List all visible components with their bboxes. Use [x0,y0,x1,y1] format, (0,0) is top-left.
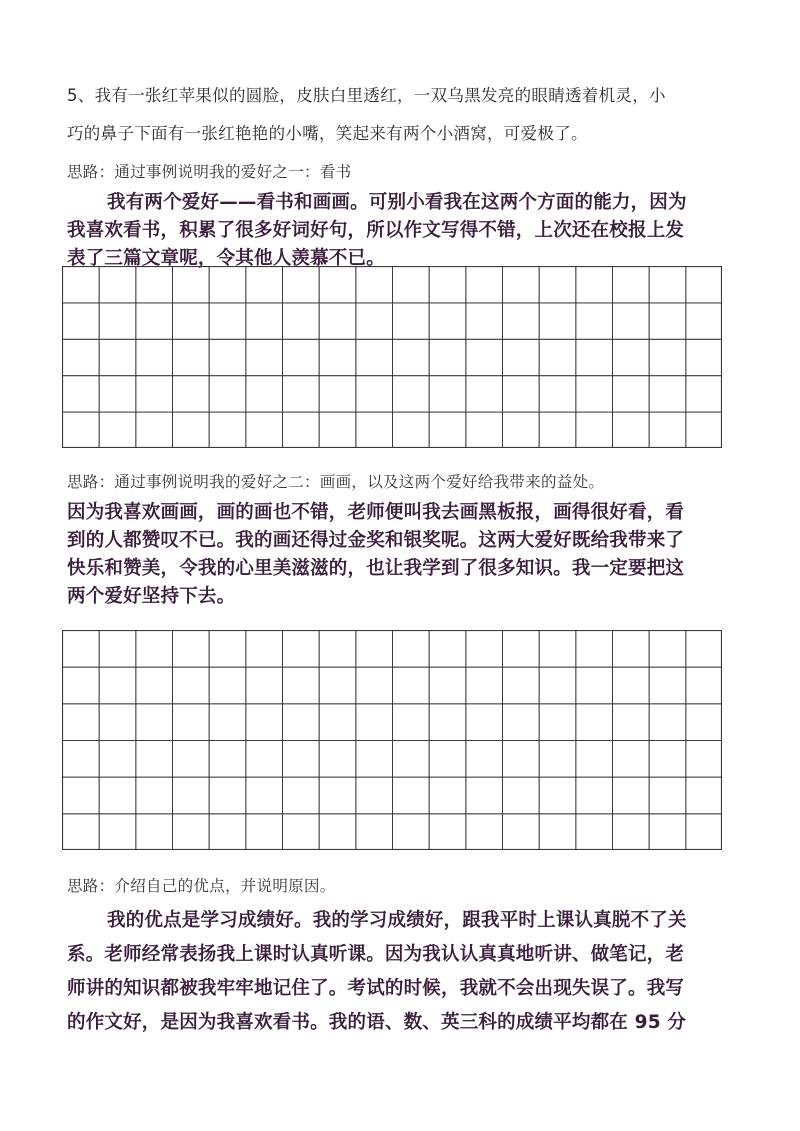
writing-grid-1-cell[interactable] [283,376,320,412]
writing-grid-2-cell[interactable] [99,814,136,850]
writing-grid-2-cell[interactable] [613,741,650,778]
writing-grid-1-cell[interactable] [649,412,686,448]
writing-grid-1-cell[interactable] [466,267,503,303]
writing-grid-2-cell[interactable] [429,704,466,741]
writing-grid-1-cell[interactable] [613,303,650,339]
writing-grid-1-cell[interactable] [649,376,686,412]
writing-grid-2-cell[interactable] [649,704,686,741]
writing-grid-1-cell[interactable] [63,303,100,339]
writing-grid-2-cell[interactable] [576,631,613,668]
section1-paragraph-line-2: 我喜欢看书，积累了很多好词好句，所以作文写得不错，上次还在校报上发 [67,220,685,241]
writing-grid-1-cell[interactable] [173,339,210,375]
writing-grid-2-cell[interactable] [539,631,576,668]
writing-grid-1-cell[interactable] [246,376,283,412]
writing-grid-1-cell[interactable] [283,339,320,375]
writing-grid-2-cell[interactable] [466,777,503,814]
writing-grid-2-cell[interactable] [393,631,430,668]
writing-grid-2-cell[interactable] [429,667,466,704]
writing-grid-1-cell[interactable] [503,412,540,448]
writing-grid-1-cell[interactable] [99,339,136,375]
writing-grid-2-cell[interactable] [63,741,100,778]
writing-grid-1-cell[interactable] [539,267,576,303]
writing-grid-1-cell[interactable] [173,412,210,448]
writing-grid-1-cell[interactable] [209,339,246,375]
writing-grid-1-cell[interactable] [539,303,576,339]
writing-grid-1-cell[interactable] [99,412,136,448]
writing-grid-2-cell[interactable] [173,704,210,741]
writing-grid-1-cell[interactable] [136,303,173,339]
writing-grid-2-cell[interactable] [99,704,136,741]
writing-grid-1-cell[interactable] [466,339,503,375]
item5-line-1: 5、我有一张红苹果似的圆脸，皮肤白里透红，一双乌黑发亮的眼睛透着机灵，小 [67,86,666,105]
writing-grid-1-cell[interactable] [246,303,283,339]
writing-grid-2-cell[interactable] [319,631,356,668]
writing-grid-2-cell[interactable] [429,741,466,778]
writing-grid-1-cell[interactable] [283,412,320,448]
writing-grid-1-cell[interactable] [246,412,283,448]
writing-grid-2-cell[interactable] [99,741,136,778]
writing-grid-1-cell[interactable] [429,267,466,303]
writing-grid-2-cell[interactable] [576,814,613,850]
writing-grid-2-cell[interactable] [209,741,246,778]
writing-grid-2-cell[interactable] [466,631,503,668]
writing-grid-2-cell[interactable] [63,631,100,668]
writing-grid-1-cell[interactable] [393,267,430,303]
writing-grid-1-cell[interactable] [136,339,173,375]
writing-grid-1-cell[interactable] [319,412,356,448]
writing-grid-1-cell[interactable] [136,267,173,303]
writing-grid-1-cell[interactable] [686,339,722,375]
section3-paragraph-line-4: 的作文好，是因为我喜欢看书。我的语、数、英三科的成绩平均都在 95 分 [67,1012,687,1033]
writing-grid-1-cell[interactable] [429,339,466,375]
writing-grid-2-cell[interactable] [649,814,686,850]
writing-grid-2-cell[interactable] [539,741,576,778]
writing-grid-1-cell[interactable] [356,267,393,303]
writing-grid-2-cell[interactable] [686,631,722,668]
writing-grid-2-cell[interactable] [393,741,430,778]
writing-grid-1-cell[interactable] [686,412,722,448]
writing-grid-1-cell[interactable] [539,376,576,412]
writing-grid-2-cell[interactable] [173,631,210,668]
writing-grid-1-cell[interactable] [649,339,686,375]
writing-grid-2-cell[interactable] [576,777,613,814]
writing-grid-1-cell[interactable] [209,267,246,303]
writing-grid-1-cell[interactable] [319,267,356,303]
writing-grid-2-cell[interactable] [686,741,722,778]
writing-grid-2-cell[interactable] [613,814,650,850]
writing-grid-2-cell[interactable] [393,704,430,741]
writing-grid-1-cell[interactable] [319,376,356,412]
section1-paragraph-line-3: 表了三篇文章呢，令其他人羡慕不已。 [67,248,385,269]
section2-paragraph-line-3: 快乐和赞美，令我的心里美滋滋的，也让我学到了很多知识。我一定要把这 [67,558,685,579]
writing-grid-2-cell[interactable] [283,814,320,850]
writing-grid-1-cell[interactable] [246,267,283,303]
writing-grid-2-cell[interactable] [539,777,576,814]
writing-grid-1-cell[interactable] [503,303,540,339]
section1-hint: 思路：通过事例说明我的爱好之一：看书 [67,163,352,181]
writing-grid-1-cell[interactable] [539,339,576,375]
writing-grid-2-cell[interactable] [649,741,686,778]
writing-grid-2-cell[interactable] [466,667,503,704]
writing-grid-2-cell[interactable] [613,777,650,814]
writing-grid-2-cells[interactable] [62,630,722,850]
writing-grid-1-cell[interactable] [649,303,686,339]
writing-grid-1-cell[interactable] [613,376,650,412]
writing-grid-1-cell[interactable] [246,339,283,375]
writing-grid-1-cell[interactable] [686,376,722,412]
writing-grid-1-cell[interactable] [283,303,320,339]
writing-grid-2-cell[interactable] [649,777,686,814]
writing-grid-1-cell[interactable] [686,267,722,303]
writing-grid-2-cell[interactable] [356,704,393,741]
writing-grid-1-cell[interactable] [466,303,503,339]
section3-paragraph-line-3: 师讲的知识都被我牢牢地记住了。考试的时候，我就不会出现失误了。我写 [67,978,685,999]
writing-grid-2-cell[interactable] [503,814,540,850]
writing-grid-2-cell[interactable] [246,814,283,850]
writing-grid-2-cell[interactable] [613,704,650,741]
writing-grid-2-cell[interactable] [539,704,576,741]
writing-grid-1-cell[interactable] [283,267,320,303]
writing-grid-1-cell[interactable] [393,303,430,339]
writing-grid-1-cell[interactable] [539,412,576,448]
writing-grid-2-cell[interactable] [356,631,393,668]
writing-grid-2-cell[interactable] [503,631,540,668]
writing-grid-2-cell[interactable] [649,667,686,704]
writing-grid-2-cell[interactable] [613,631,650,668]
writing-grid-2-cell[interactable] [356,814,393,850]
writing-grid-2-cell[interactable] [283,667,320,704]
writing-grid-1-cells[interactable] [62,266,722,448]
writing-grid-2-cell[interactable] [246,631,283,668]
writing-grid-1-cell[interactable] [99,376,136,412]
writing-grid-2-cell[interactable] [283,777,320,814]
writing-grid-2[interactable] [62,630,722,850]
writing-grid-2-cell[interactable] [63,704,100,741]
writing-grid-1-cell[interactable] [429,303,466,339]
writing-grid-2-cell[interactable] [246,741,283,778]
writing-grid-1-cell[interactable] [356,376,393,412]
writing-grid-1-cell[interactable] [649,267,686,303]
writing-grid-2-cell[interactable] [319,777,356,814]
writing-grid-2-cell[interactable] [136,777,173,814]
writing-grid-1-cell[interactable] [209,303,246,339]
writing-grid-2-cell[interactable] [356,667,393,704]
section2-paragraph-line-4: 两个爱好坚持下去。 [67,586,236,607]
writing-grid-2-cell[interactable] [99,777,136,814]
writing-grid-1-cell[interactable] [686,303,722,339]
section3-hint: 思路：介绍自己的优点，并说明原因。 [67,877,336,895]
writing-grid-1-cell[interactable] [466,412,503,448]
writing-grid-1-cell[interactable] [429,376,466,412]
writing-grid-2-cell[interactable] [99,631,136,668]
writing-grid-1-cell[interactable] [63,412,100,448]
section2-hint: 思路：通过事例说明我的爱好之二：画画，以及这两个爱好给我带来的益处。 [67,473,605,491]
writing-grid-2-cell[interactable] [356,741,393,778]
writing-grid-2-cell[interactable] [173,741,210,778]
writing-grid-1-cell[interactable] [209,376,246,412]
writing-grid-1-cell[interactable] [466,376,503,412]
writing-grid-1-cell[interactable] [209,412,246,448]
writing-grid-1-cell[interactable] [576,412,613,448]
writing-grid-2-cell[interactable] [393,814,430,850]
writing-grid-2-cell[interactable] [99,667,136,704]
writing-grid-2-cell[interactable] [209,667,246,704]
section2-paragraph-line-1: 因为我喜欢画画，画的画也不错，老师便叫我去画黑板报，画得很好看，看 [67,502,685,523]
writing-grid-1-cell[interactable] [356,412,393,448]
writing-grid-1-cell[interactable] [393,412,430,448]
section3-paragraph-line-2: 系。老师经常表扬我上课时认真听课。因为我认认真真地听讲、做笔记，老 [67,944,685,965]
writing-grid-1-cell[interactable] [429,412,466,448]
writing-grid-2-cell[interactable] [173,814,210,850]
writing-grid-2-cell[interactable] [319,741,356,778]
writing-grid-2-cell[interactable] [503,741,540,778]
writing-grid-2-cell[interactable] [209,631,246,668]
writing-grid-2-cell[interactable] [173,667,210,704]
section1-paragraph-line-1: 我有两个爱好——看书和画画。可别小看我在这两个方面的能力，因为 [107,192,687,213]
writing-grid-1-cell[interactable] [503,376,540,412]
writing-grid-2-cell[interactable] [686,777,722,814]
writing-grid-2-cell[interactable] [356,777,393,814]
writing-grid-1-border [63,267,722,448]
writing-grid-1-cell[interactable] [99,303,136,339]
writing-grid-1-cell[interactable] [576,267,613,303]
writing-grid-1-cell[interactable] [576,303,613,339]
writing-grid-2-cell[interactable] [319,704,356,741]
writing-grid-2-cell[interactable] [63,777,100,814]
writing-grid-1-cell[interactable] [356,303,393,339]
writing-grid-2-cell[interactable] [283,741,320,778]
writing-grid-1-cell[interactable] [136,412,173,448]
writing-grid-2-cell[interactable] [539,667,576,704]
writing-grid-2-cell[interactable] [136,741,173,778]
writing-grid-1-cell[interactable] [613,267,650,303]
writing-grid-2-cell[interactable] [136,631,173,668]
writing-grid-2-cell[interactable] [503,704,540,741]
writing-grid-2-border [63,631,722,850]
writing-grid-2-cell[interactable] [209,777,246,814]
writing-grid-2-cell[interactable] [429,814,466,850]
writing-grid-2-cell[interactable] [246,777,283,814]
writing-grid-2-cell[interactable] [649,631,686,668]
writing-grid-2-cell[interactable] [136,704,173,741]
writing-grid-1-cell[interactable] [63,339,100,375]
writing-grid-1-cell[interactable] [393,376,430,412]
writing-grid-1[interactable] [62,266,722,448]
writing-grid-2-cell[interactable] [136,814,173,850]
writing-grid-2-cell[interactable] [466,741,503,778]
writing-grid-2-cell[interactable] [209,704,246,741]
section3-paragraph-line-1: 我的优点是学习成绩好。我的学习成绩好，跟我平时上课认真脱不了关 [107,910,687,931]
writing-grid-1-cell[interactable] [173,376,210,412]
writing-grid-1-cell[interactable] [613,339,650,375]
writing-grid-2-cell[interactable] [686,814,722,850]
writing-grid-2-cell[interactable] [283,631,320,668]
writing-grid-1-cell[interactable] [63,376,100,412]
writing-grid-1-cell[interactable] [136,376,173,412]
writing-grid-1-cell[interactable] [173,303,210,339]
writing-grid-1-cell[interactable] [503,267,540,303]
writing-grid-2-cell[interactable] [539,814,576,850]
writing-grid-2-cell[interactable] [429,777,466,814]
writing-grid-2-cell[interactable] [393,777,430,814]
writing-grid-2-cell[interactable] [283,704,320,741]
writing-grid-1-cell[interactable] [319,303,356,339]
writing-grid-1-cell[interactable] [63,267,100,303]
writing-grid-2-cell[interactable] [393,667,430,704]
writing-grid-1-cell[interactable] [393,339,430,375]
writing-grid-2-cell[interactable] [576,667,613,704]
writing-grid-1-cell[interactable] [613,412,650,448]
writing-grid-2-cell[interactable] [613,667,650,704]
writing-grid-1-cell[interactable] [356,339,393,375]
writing-grid-2-cell[interactable] [576,741,613,778]
writing-grid-2-cell[interactable] [576,704,613,741]
writing-grid-2-cell[interactable] [466,814,503,850]
writing-grid-1-cell[interactable] [576,339,613,375]
writing-grid-2-cell[interactable] [503,777,540,814]
writing-grid-2-cell[interactable] [503,667,540,704]
writing-grid-2-cell[interactable] [686,704,722,741]
writing-grid-1-cell[interactable] [503,339,540,375]
writing-grid-2-cell[interactable] [246,667,283,704]
writing-grid-2-cell[interactable] [246,704,283,741]
writing-grid-2-cell[interactable] [686,667,722,704]
writing-grid-2-cell[interactable] [466,704,503,741]
writing-grid-2-cell[interactable] [173,777,210,814]
writing-grid-2-cell[interactable] [429,631,466,668]
writing-grid-2-cell[interactable] [63,814,100,850]
writing-grid-1-cell[interactable] [173,267,210,303]
writing-grid-1-cell[interactable] [576,376,613,412]
writing-grid-1-cell[interactable] [319,339,356,375]
writing-grid-2-cell[interactable] [136,667,173,704]
writing-grid-2-cell[interactable] [209,814,246,850]
writing-grid-2-cell[interactable] [319,667,356,704]
item5-line-2: 巧的鼻子下面有一张红艳艳的小嘴，笑起来有两个小酒窝，可爱极了。 [67,124,588,143]
section2-paragraph-line-2: 到的人都赞叹不已。我的画还得过金奖和银奖呢。这两大爱好既给我带来了 [67,530,685,551]
writing-grid-1-cell[interactable] [99,267,136,303]
writing-grid-2-cell[interactable] [63,667,100,704]
writing-grid-2-cell[interactable] [319,814,356,850]
